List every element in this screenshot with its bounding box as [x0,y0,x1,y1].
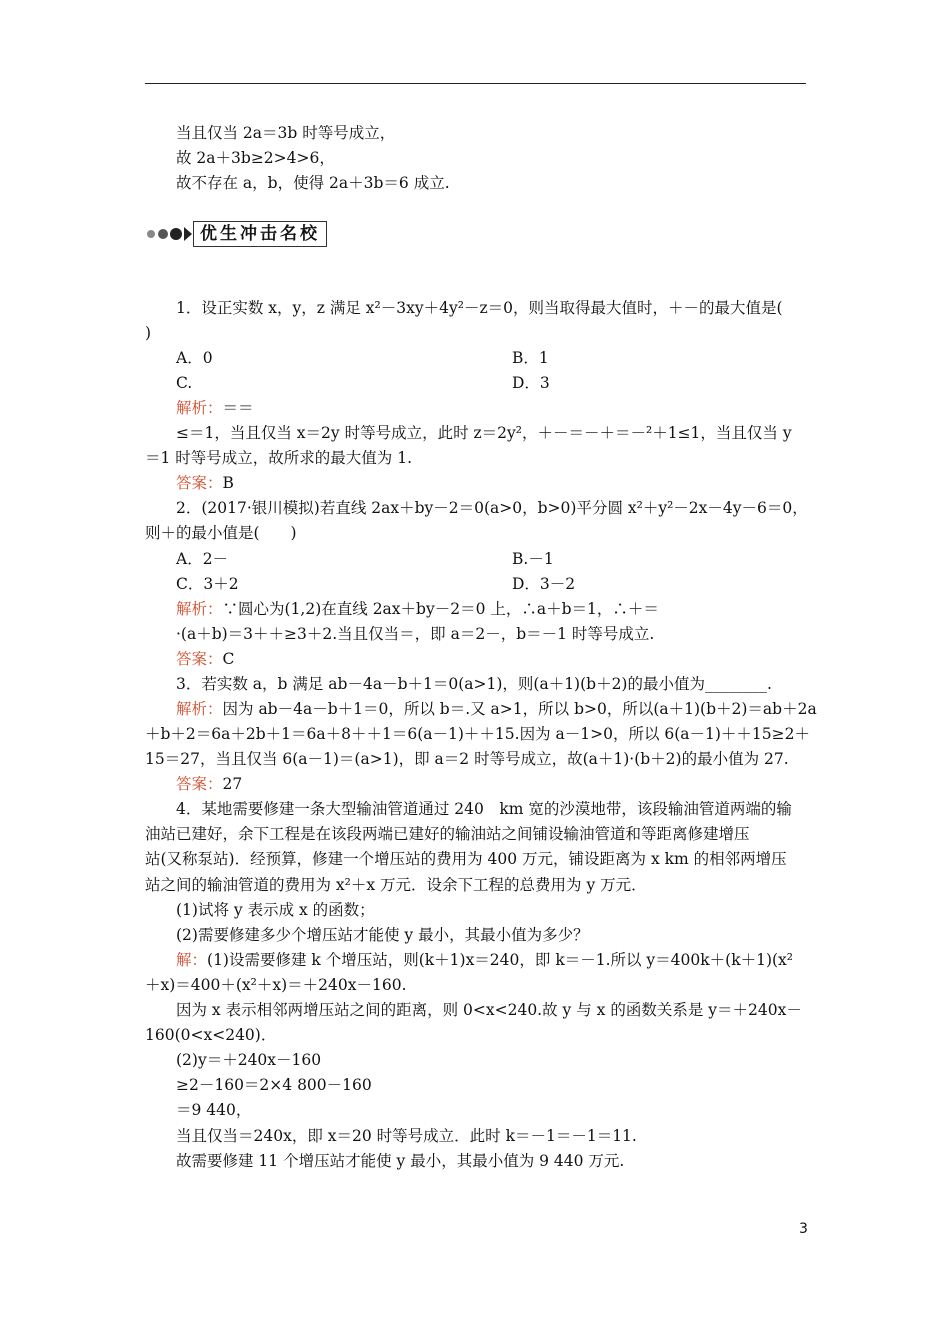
q4-stem-4: 站之间的输油管道的费用为 x²＋x 万元．设余下工程的总费用为 y 万元． [145,876,647,894]
intro-line-2: 故 2a＋3b≥2>4>6， [176,149,335,167]
q4-solution-label: 解： [176,951,208,969]
header-rule [145,83,806,84]
q4-stem-2: 油站已建好，余下工程是在该段两端已建好的输油站之间铺设输油管道和等距离修建增压 [145,825,750,843]
q2-stem-1: 2．(2017·银川模拟)若直线 2ax＋by－2＝0(a>0，b>0)平分圆 x²＋y²－2x－4y－6＝0， [176,499,808,517]
q3-analysis-line-3: 15＝27，当且仅当 6(a－1)＝(a>1)，即 a＝2 时等号成立，故(a＋1)·(b＋2)的最小值为 27. [145,750,789,768]
q1-analysis-label: 解析： [176,399,223,417]
q1-analysis-line-3: ＝1 时等号成立，故所求的最大值为 1. [145,449,413,467]
q2-option-c: C．3＋2 [176,575,239,593]
q2-answer [176,649,846,669]
q4-stem-3: 站(又称泵站)．经预算，修建一个增压站的费用为 400 万元，铺设距离为 x km 的相邻两增压 [145,850,787,868]
q3-answer-label: 答案： [176,775,223,793]
q1-analysis-line-1 [176,398,846,418]
q1-stem-1: 1．设正实数 x，y，z 满足 x²－3xy＋4y²－z＝0，则当取得最大值时，＋－的最大值是( [176,299,783,317]
q1-answer-value: B [222,474,234,492]
q4-solution-text-1: (1)设需要修建 k 个增压站，则(k＋1)x＝240，即 k＝－1.所以 y＝400k＋(k＋1)(x² [207,951,794,969]
q4-solution-line-7: ＝9 440， [176,1101,252,1119]
q1-option-d: D．3 [512,374,550,392]
q1-analysis-text-1: ＝＝ [222,399,254,417]
q1-option-b: B．1 [512,349,549,367]
q4-solution-line-4: 160(0<x<240)． [145,1026,277,1044]
q2-option-b: B.－1 [512,550,554,568]
section-banner [146,221,346,247]
q3-stem: 3．若实数 a，b 满足 ab－4a－b＋1＝0(a>1)，则(a＋1)(b＋2)的最小值为________. [176,675,772,693]
q2-answer-label: 答案： [176,650,223,668]
q3-analysis-text-1: 因为 ab－4a－b＋1＝0，所以 b＝.又 a>1，所以 b>0，所以(a＋1)(b＋2)＝ab＋2a [222,700,817,718]
q1-option-c: C. [176,374,193,392]
q2-option-d: D．3－2 [512,575,576,593]
q4-part-1: (1)试将 y 表示成 x 的函数； [176,901,375,919]
q4-part-2: (2)需要修建多少个增压站才能使 y 最小，其最小值为多少？ [176,926,589,944]
q4-solution-line-3: 因为 x 表示相邻两增压站之间的距离，则 0<x<240.故 y 与 x 的函数关系是 y＝＋240x－ [176,1001,802,1019]
q3-analysis-line-2: ＋b＋2＝6a＋2b＋1＝6a＋8＋＋1＝6(a－1)＋＋15.因为 a－1>0，所以 6(a－1)＋＋15≥2＋ [145,725,811,743]
q4-solution-line-6: ≥2－160＝2×4 800－160 [176,1076,372,1094]
q2-answer-value: C [222,650,235,668]
q3-analysis-line-1 [176,699,846,719]
intro-line-3: 故不存在 a，b，使得 2a＋3b＝6 成立. [176,174,450,192]
q1-option-a: A．0 [176,349,213,367]
q4-solution-line-9: 故需要修建 11 个增压站才能使 y 最小，其最小值为 9 440 万元. [176,1152,625,1170]
q3-answer [176,774,846,794]
q4-solution-line-2: ＋x)＝400＋(x²＋x)＝＋240x－160. [145,976,407,994]
q4-solution-line-5: (2)y＝＋240x－160 [176,1051,322,1069]
page-number: 3 [799,1221,808,1237]
q1-analysis-line-2: ≤＝1，当且仅当 x＝2y 时等号成立，此时 z＝2y²，＋－＝－＋＝－²＋1≤1，当且仅当 y [176,424,792,442]
q1-stem-2: ) [145,324,152,342]
q4-solution-line-8: 当且仅当＝240x，即 x＝20 时等号成立．此时 k＝－1＝－1＝11. [176,1127,637,1145]
q4-solution-line-1 [176,950,846,970]
q1-answer-label: 答案： [176,474,223,492]
q2-option-a: A．2－ [176,550,229,568]
q2-stem-2: 则＋的最小值是( ) [145,524,297,542]
q1-answer [176,473,846,493]
q3-answer-value: 27 [222,775,243,793]
q2-analysis-line-2: ·(a＋b)＝3＋＋≥3＋2.当且仅当＝，即 a＝2－，b＝－1 时等号成立. [176,625,655,643]
section-title: 优生冲击名校 [193,221,327,247]
intro-line-1: 当且仅当 2a＝3b 时等号成立， [176,124,396,142]
q2-analysis-label: 解析： [176,600,223,618]
q4-stem-1: 4．某地需要修建一条大型输油管道通过 240 km 宽的沙漠地带，该段输油管道两端的输 [176,800,792,818]
q3-analysis-label: 解析： [176,700,223,718]
q2-analysis-text-1: ∵圆心为(1,2)在直线 2ax＋by－2＝0 上，∴a＋b＝1，∴＋＝ [222,600,659,618]
q2-analysis-line-1 [176,599,846,619]
